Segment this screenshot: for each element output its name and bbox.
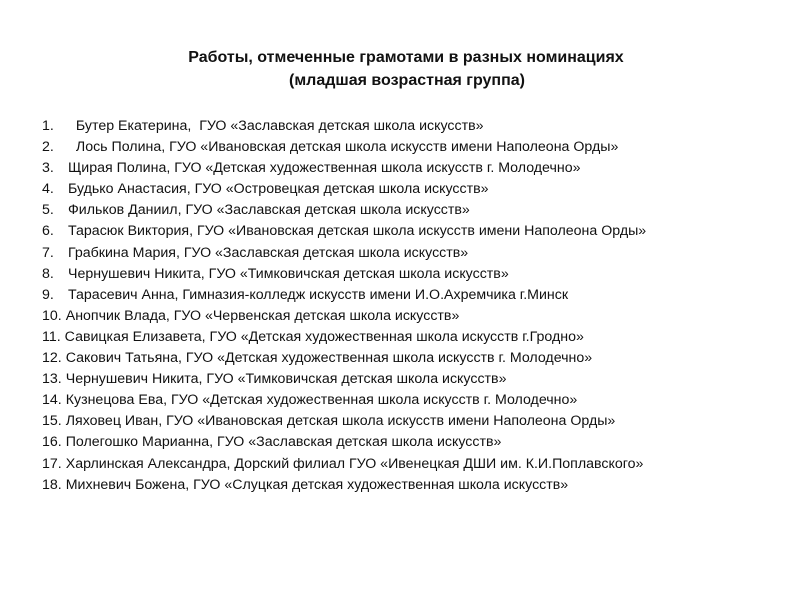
list-item-number: 13. xyxy=(42,371,62,388)
list-item-text: Тарасюк Виктория, ГУО «Ивановская детская школа искусств имени Наполеона Орды» xyxy=(68,223,647,240)
list-item-text: Чернушевич Никита, ГУО «Тимковичская детская школа искусств» xyxy=(68,265,509,282)
list-item-text: Кузнецова Ева, ГУО «Детская художественная школа искусств г. Молодечно» xyxy=(65,392,578,409)
list-item-number: 11. xyxy=(42,328,61,345)
list-item-number: 3. xyxy=(42,160,54,177)
list-item xyxy=(42,411,646,432)
list-item-number: 4. xyxy=(42,181,54,198)
list-item-text: Фильков Даниил, ГУО «Заславская детская школа искусств» xyxy=(68,202,470,219)
list-item-text: Анопчик Влада, ГУО «Червенская детская школа искусств» xyxy=(65,307,460,324)
list-item-text: Тарасевич Анна, Гимназия-колледж искусств имени И.О.Ахремчика г.Минск xyxy=(68,286,569,303)
list-item xyxy=(42,390,646,411)
list-item-number: 5. xyxy=(42,202,54,219)
list-item-number: 7. xyxy=(42,244,54,261)
award-list xyxy=(42,116,646,496)
list-item-number: 14. xyxy=(42,392,62,409)
list-item-text: Сакович Татьяна, ГУО «Детская художественная школа искусств г. Молодечно» xyxy=(65,350,593,367)
list-item xyxy=(42,264,646,285)
list-item xyxy=(42,327,646,348)
list-item-text: Щирая Полина, ГУО «Детская художественная школа искусств г. Молодечно» xyxy=(68,160,581,177)
list-item-text: Харлинская Александра, Дорский филиал ГУО «Ивенецкая ДШИ им. К.И.Поплавского» xyxy=(65,455,644,472)
list-item xyxy=(42,200,646,221)
title-line-2: (младшая возрастная группа) xyxy=(289,72,525,89)
list-item-number: 6. xyxy=(42,223,54,240)
list-item-number: 17. xyxy=(42,455,62,472)
list-item-number: 16. xyxy=(42,434,62,451)
list-item xyxy=(42,454,646,475)
list-item xyxy=(42,348,646,369)
list-item-text: Полегошко Марианна, ГУО «Заславская детская школа искусств» xyxy=(65,434,502,451)
list-item-number: 18. xyxy=(42,476,62,493)
list-item-text: Бутер Екатерина, ГУО «Заславская детская школа искусств» xyxy=(68,118,484,134)
list-item xyxy=(42,285,646,306)
list-item xyxy=(42,158,646,179)
title-line-1: Работы, отмеченные грамотами в разных номинациях xyxy=(188,49,624,66)
list-item-text: Савицкая Елизавета, ГУО «Детская художественная школа искусств г.Гродно» xyxy=(64,328,584,345)
list-item xyxy=(42,137,646,158)
list-item xyxy=(42,369,646,390)
list-item xyxy=(42,243,646,264)
list-item-number: 2. xyxy=(42,139,54,156)
list-item xyxy=(42,306,646,327)
list-item-number: 1. xyxy=(42,118,54,134)
list-item-text: Чернушевич Никита, ГУО «Тимковичская детская школа искусств» xyxy=(65,371,507,388)
list-item xyxy=(42,179,646,200)
list-item-text: Будько Анастасия, ГУО «Островецкая детская школа искусств» xyxy=(68,181,489,198)
list-item-text: Михневич Божена, ГУО «Слуцкая детская художественная школа искусств» xyxy=(65,476,569,493)
list-item-text: Грабкина Мария, ГУО «Заславская детская школа искусств» xyxy=(68,244,469,261)
list-item-text: Ляховец Иван, ГУО «Ивановская детская школа искусств имени Наполеона Орды» xyxy=(65,413,616,430)
list-item xyxy=(42,475,646,496)
list-item-text: Лось Полина, ГУО «Ивановская детская школа искусств имени Наполеона Орды» xyxy=(68,139,619,156)
list-item-number: 9. xyxy=(42,286,54,303)
list-item-number: 10. xyxy=(42,307,62,324)
list-item-number: 12. xyxy=(42,350,62,367)
list-item xyxy=(42,432,646,453)
page-title xyxy=(0,46,800,92)
list-item-number: 8. xyxy=(42,265,54,282)
list-item xyxy=(42,116,646,137)
list-item-number: 15. xyxy=(42,413,62,430)
list-item xyxy=(42,221,646,242)
